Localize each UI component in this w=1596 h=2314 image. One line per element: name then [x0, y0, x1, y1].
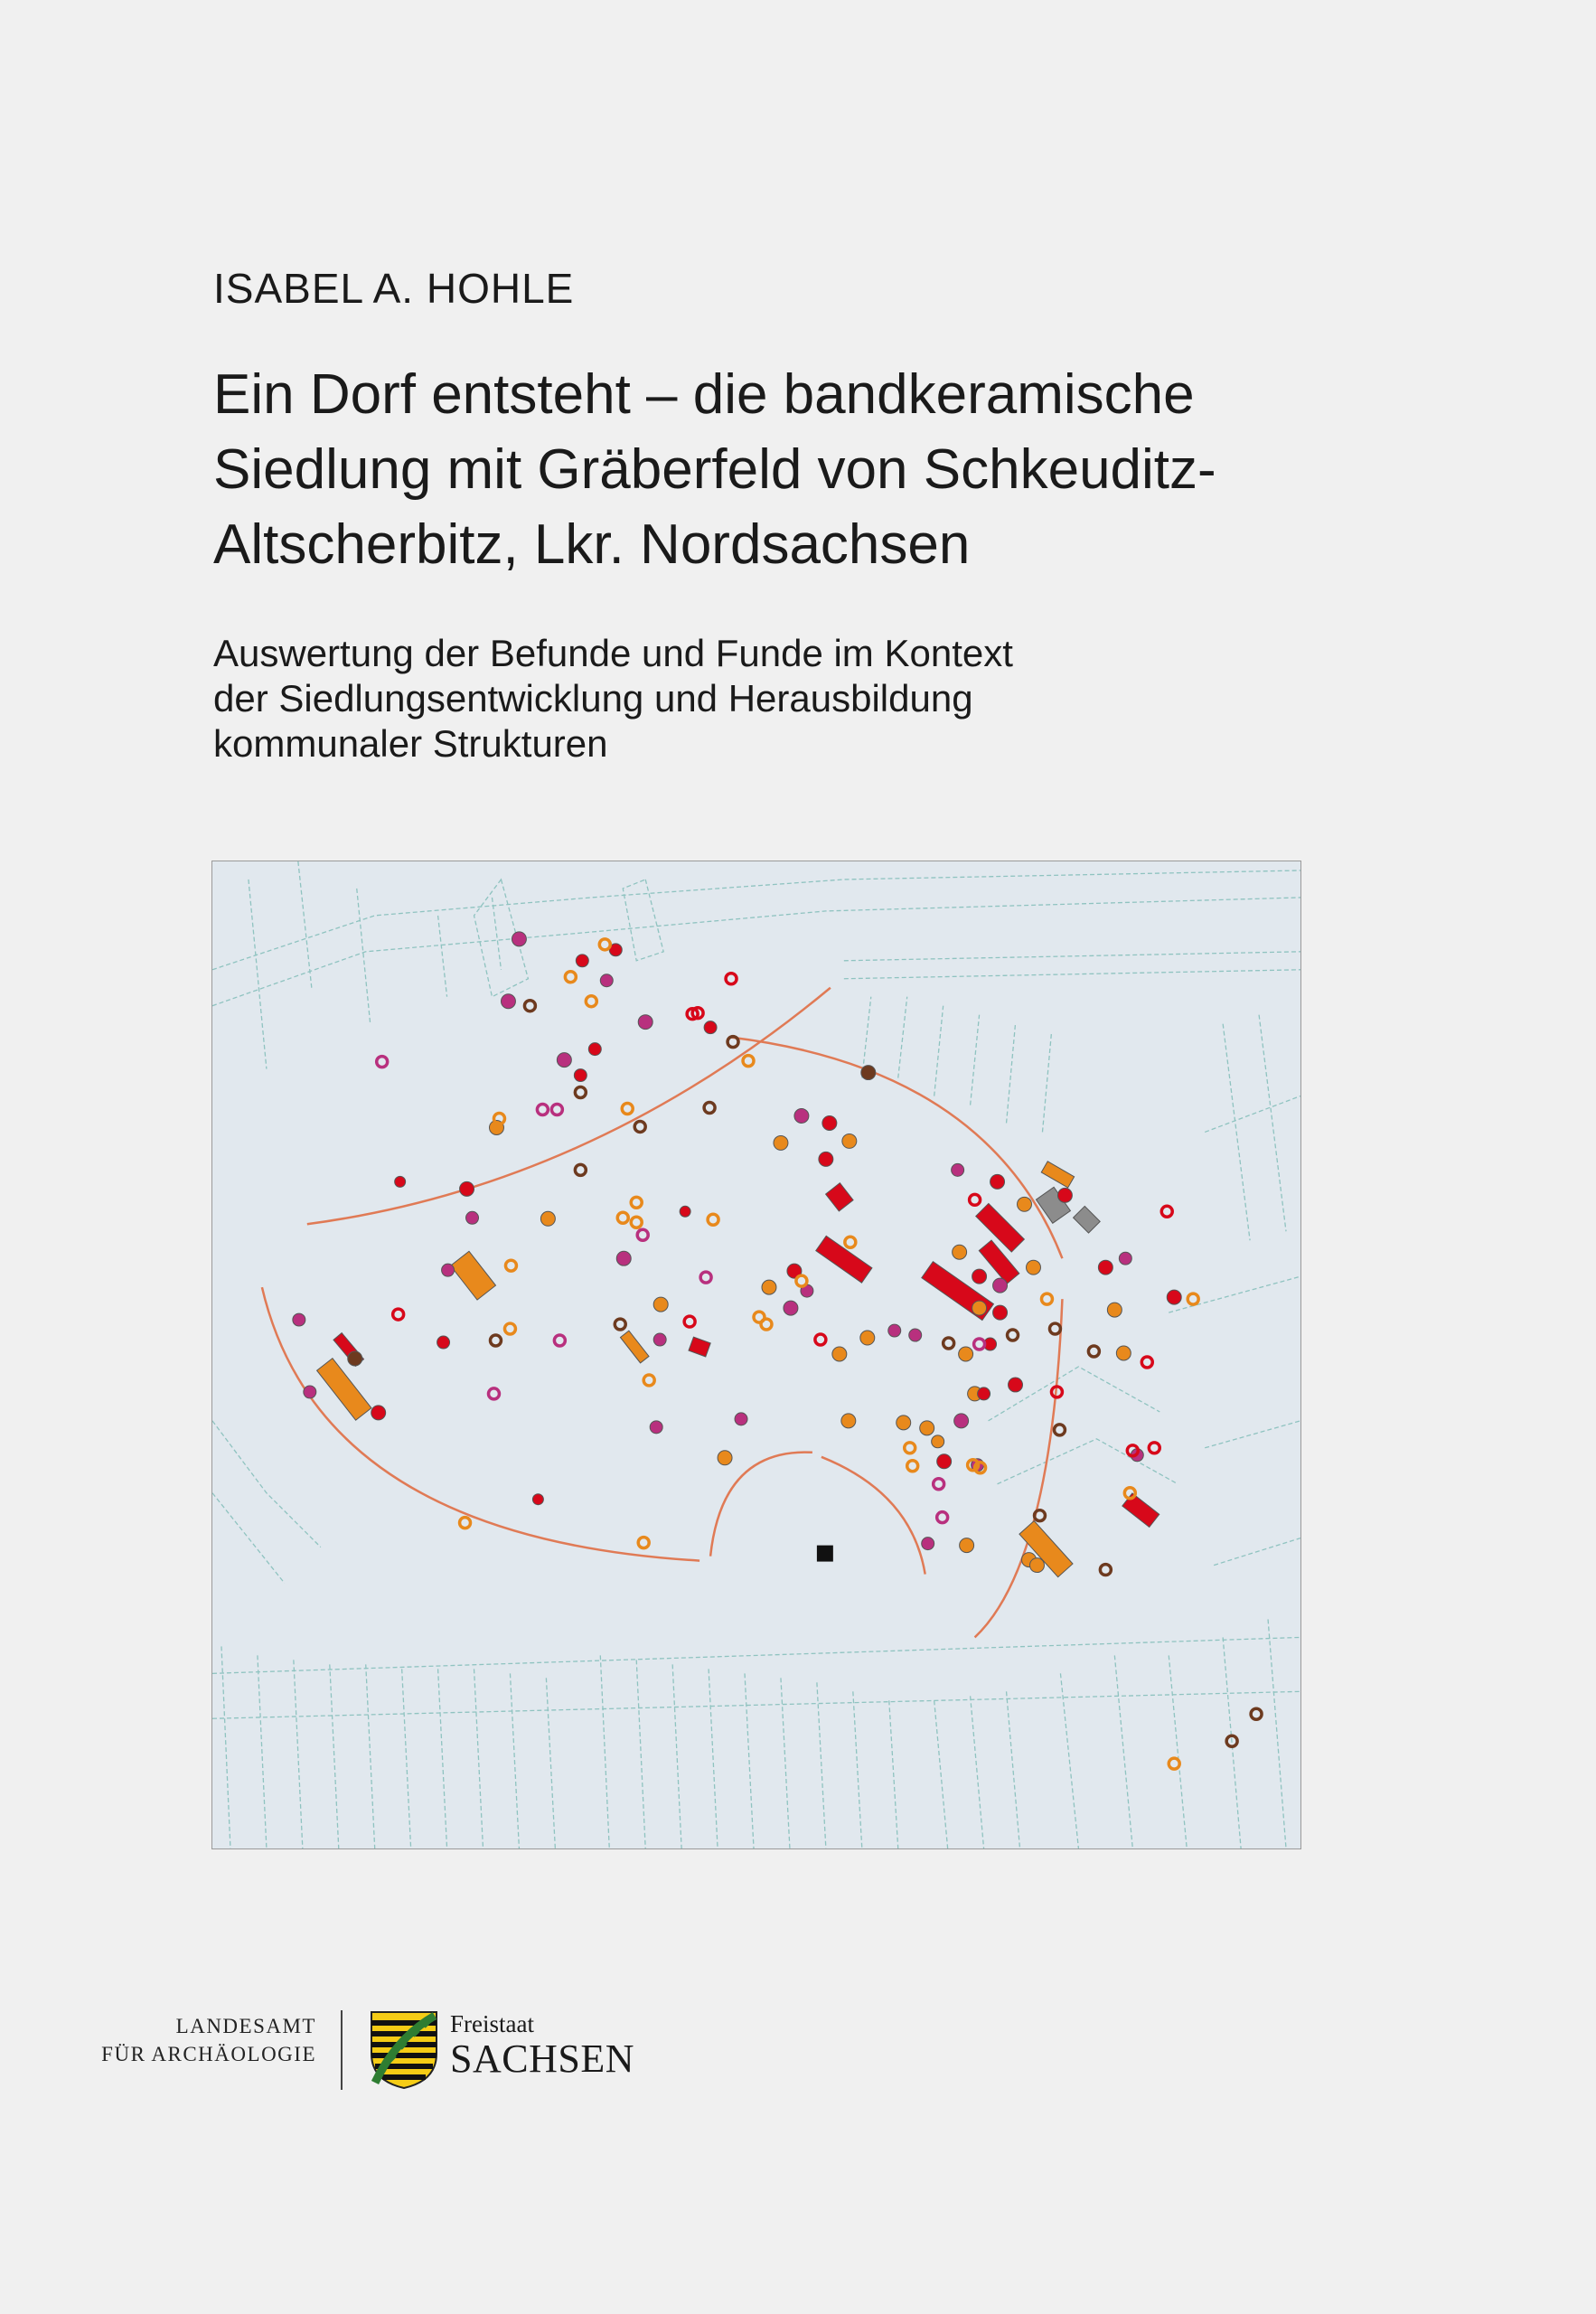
book-subtitle-line: Auswertung der Befunde und Funde im Kontext	[213, 632, 1013, 674]
author-name: ISABEL A. HOHLE	[213, 265, 575, 312]
book-subtitle	[213, 631, 1298, 767]
book-title-line: Altscherbitz, Lkr. Nordsachsen	[213, 513, 971, 576]
saxony-crest-icon	[370, 2010, 438, 2090]
settlement-map-svg	[212, 861, 1300, 1848]
book-title	[213, 357, 1388, 582]
landesamt-line: FÜR ARCHÄOLOGIE	[101, 2043, 316, 2065]
freistaat-label: Freistaat	[450, 2010, 534, 2037]
logo-divider	[341, 2010, 343, 2090]
book-subtitle-line: kommunaler Strukturen	[213, 722, 608, 765]
sachsen-label: SACHSEN	[450, 2037, 634, 2081]
book-title-line: Ein Dorf entsteht – die bandkeramische	[213, 363, 1195, 426]
feature-dots	[293, 932, 1181, 1573]
publisher-logos	[101, 2005, 741, 2095]
landesamt-logo	[101, 2012, 316, 2068]
settlement-map-illustration	[211, 861, 1301, 1849]
landesamt-line: LANDESAMT	[175, 2015, 316, 2037]
book-subtitle-line: der Siedlungsentwicklung und Herausbildung	[213, 677, 973, 720]
settlement-boundaries	[262, 988, 1063, 1638]
cadastral-lines	[212, 861, 1300, 1848]
book-title-line: Siedlung mit Gräberfeld von Schkeuditz-	[213, 438, 1216, 501]
freistaat-sachsen-logo	[450, 2010, 634, 2081]
